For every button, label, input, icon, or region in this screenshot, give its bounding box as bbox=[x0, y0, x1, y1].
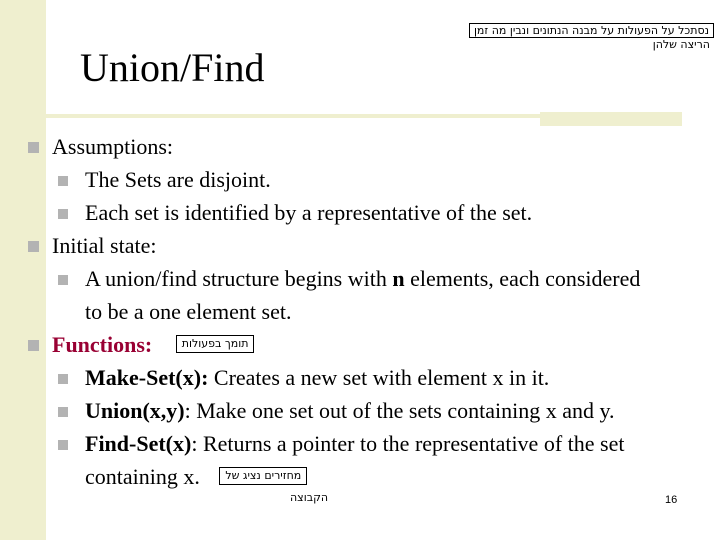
slide-title: Union/Find bbox=[80, 45, 265, 90]
functions-label: Functions: bbox=[52, 332, 153, 357]
top-annotation bbox=[434, 23, 714, 51]
square-bullet-icon bbox=[58, 275, 68, 285]
find-set-continuation-text: containing x. bbox=[85, 464, 200, 489]
slide-body bbox=[28, 130, 700, 493]
functions-annotation: תומך בפעולות bbox=[176, 335, 255, 353]
initial-state-continuation: to be a one element set. bbox=[85, 299, 292, 324]
square-bullet-icon bbox=[28, 340, 39, 351]
top-annotation-line2: הריצה שלהן bbox=[652, 38, 710, 51]
bullet-assumptions bbox=[28, 130, 700, 163]
function-name: Make-Set(x): bbox=[85, 365, 209, 390]
initial-state-text-b: elements, each considered bbox=[404, 266, 641, 291]
list-item bbox=[28, 196, 700, 229]
square-bullet-icon bbox=[58, 407, 68, 417]
list-item bbox=[28, 394, 700, 427]
top-annotation-line1: נסתכל על הפעולות על מבנה הנתונים ונבין מה זמן bbox=[469, 23, 714, 38]
list-item bbox=[28, 427, 700, 460]
representative-annotation: מחזירים נציג של bbox=[219, 467, 307, 485]
square-bullet-icon bbox=[28, 142, 39, 153]
square-bullet-icon bbox=[58, 176, 68, 186]
find-set-continuation bbox=[28, 460, 700, 493]
function-desc: : Make one set out of the sets containing x and y. bbox=[184, 398, 615, 423]
title-divider bbox=[0, 114, 540, 118]
square-bullet-icon bbox=[58, 209, 68, 219]
assumption-text: The Sets are disjoint. bbox=[85, 167, 271, 192]
title-divider-accent bbox=[540, 112, 682, 126]
bullet-functions bbox=[28, 328, 700, 361]
page-number: 16 bbox=[665, 494, 678, 506]
function-desc: : Returns a pointer to the representative of the set bbox=[191, 431, 625, 456]
bullet-initial-state bbox=[28, 229, 700, 262]
assumptions-label: Assumptions: bbox=[52, 134, 174, 159]
square-bullet-icon bbox=[28, 241, 39, 252]
square-bullet-icon bbox=[58, 440, 68, 450]
representative-annotation-line2: הקבוצה bbox=[290, 491, 329, 504]
list-item bbox=[28, 262, 700, 295]
list-item bbox=[28, 163, 700, 196]
initial-state-label: Initial state: bbox=[52, 233, 157, 258]
assumption-text: Each set is identified by a representative of the set. bbox=[85, 200, 533, 225]
function-name: Find-Set(x) bbox=[85, 431, 192, 456]
function-name: Union(x,y) bbox=[85, 398, 185, 423]
initial-state-n: n bbox=[392, 266, 405, 291]
function-desc: Creates a new set with element x in it. bbox=[208, 365, 550, 390]
initial-state-text-a: A union/find structure begins with bbox=[85, 266, 393, 291]
square-bullet-icon bbox=[58, 374, 68, 384]
list-item bbox=[28, 361, 700, 394]
